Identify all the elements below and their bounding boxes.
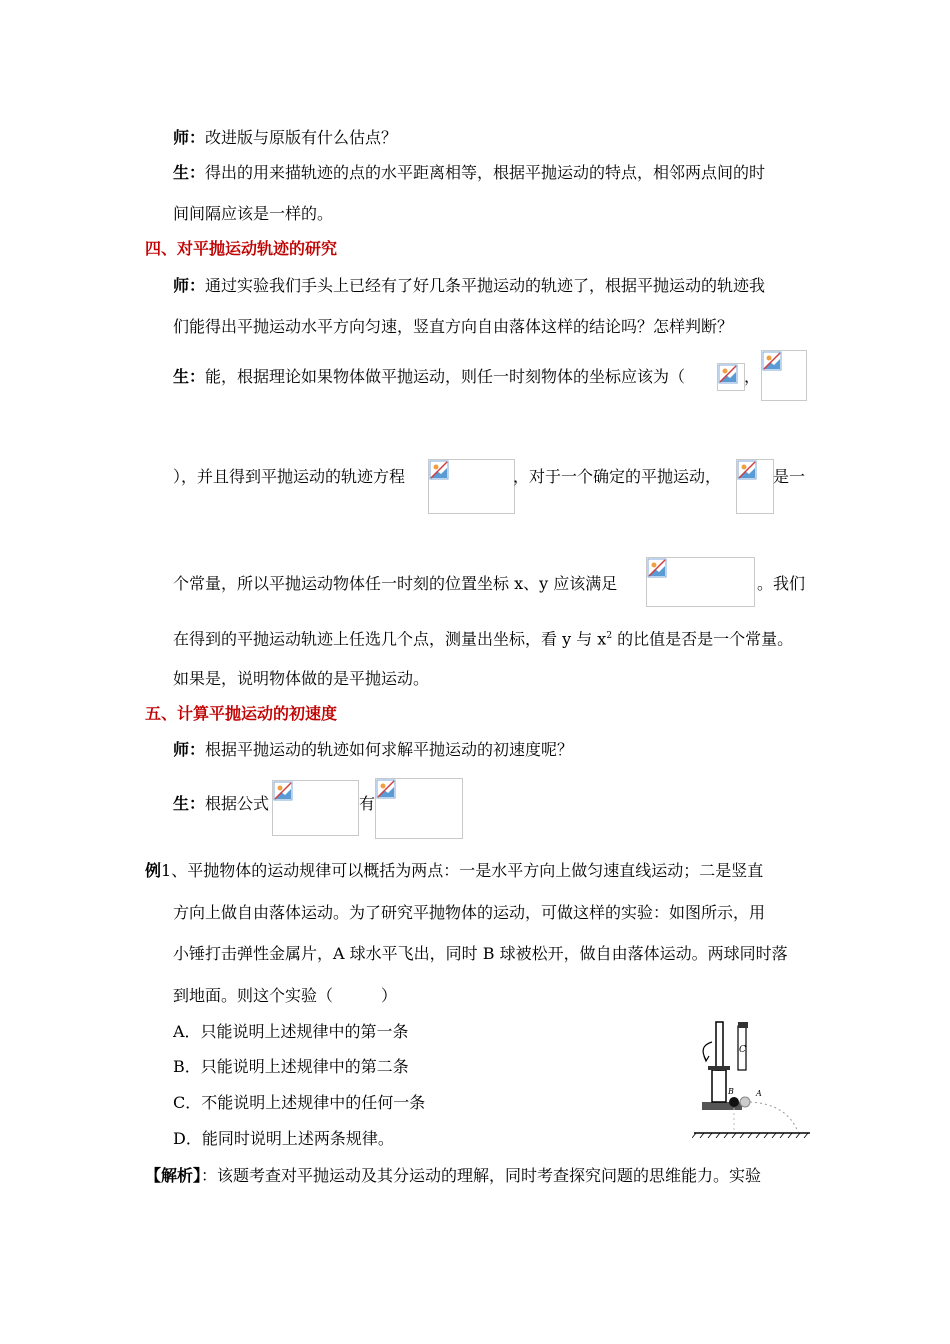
line-text: 方向上做自由落体运动。为了研究平抛物体的运动，可做这样的实验：如图所示，用 — [173, 903, 766, 922]
formula-image-placeholder — [761, 350, 807, 401]
broken-image-icon — [376, 779, 396, 799]
dialogue-line — [173, 162, 765, 184]
broken-image-icon — [273, 781, 293, 801]
line-text: 个常量，所以平抛运动物体任一时刻的位置坐标 x、y 应该满足 — [173, 574, 618, 593]
line-text: 能，根据理论如果物体做平抛运动，则任一时刻物体的坐标应该为（ — [205, 367, 686, 386]
option-b: B．只能说明上述规律中的第二条 — [173, 1057, 409, 1076]
broken-image-icon — [737, 460, 757, 480]
section-heading: 五、计算平抛运动的初速度 — [145, 704, 338, 723]
speaker-label: 师： — [173, 740, 206, 759]
section-heading: 四、对平抛运动轨迹的研究 — [145, 239, 338, 258]
label-b: B — [728, 1087, 734, 1096]
superscript: 2 — [606, 631, 613, 641]
speaker-label: 生： — [173, 794, 206, 813]
speaker-label: 生： — [173, 163, 206, 182]
line-text — [173, 625, 793, 650]
line-text: 得出的用来描轨迹的点的水平距离相等，根据平抛运动的特点，相邻两点间的时 — [205, 163, 766, 182]
line-text-part: 在得到的平抛运动轨迹上任选几个点，测量出坐标，看 y 与 x — [173, 629, 607, 649]
formula-image-placeholder — [717, 363, 745, 391]
speaker-label: 生： — [173, 367, 206, 386]
option-c: C．不能说明上述规律中的任何一条 — [173, 1093, 426, 1112]
example-line — [145, 860, 763, 882]
formula-image-placeholder — [428, 459, 515, 514]
dialogue-line — [173, 275, 765, 297]
broken-image-icon — [647, 558, 667, 578]
speaker-label: 师： — [173, 128, 206, 147]
broken-image-icon — [718, 364, 738, 384]
experiment-figure — [692, 1020, 812, 1140]
dialogue-line — [173, 366, 685, 388]
line-text: ，对于一个确定的平抛运动， — [513, 467, 722, 486]
line-text: 小锤打击弹性金属片，A 球水平飞出，同时 B 球被松开，做自由落体运动。两球同时落 — [173, 944, 788, 963]
formula-image-placeholder — [646, 557, 755, 607]
label-a: A — [756, 1089, 762, 1098]
broken-image-icon — [762, 351, 782, 371]
line-text-part: 的比值是否是一个常量。 — [612, 629, 794, 649]
line-text: 。我们 — [757, 574, 806, 593]
formula-image-placeholder — [736, 459, 774, 514]
option-a: A．只能说明上述规律中的第一条 — [173, 1022, 409, 1041]
line-text: 根据公式 — [205, 794, 270, 813]
line-text: 有 — [359, 794, 376, 813]
line-text: 们能得出平抛运动水平方向匀速，竖直方向自由落体这样的结论吗？怎样判断？ — [173, 317, 734, 336]
speaker-label: 师： — [173, 276, 206, 295]
line-text: 通过实验我们手头上已经有了好几条平抛运动的轨迹了，根据平抛运动的轨迹我 — [205, 276, 766, 295]
line-text: ， — [744, 367, 761, 386]
line-text: 间间隔应该是一样的。 — [173, 204, 334, 223]
analysis-line — [145, 1165, 761, 1187]
dialogue-line — [173, 127, 397, 149]
line-text: 改进版与原版有什么估点？ — [205, 128, 398, 147]
line-text: ：该题考查对平抛运动及其分运动的理解，同时考查探究问题的思维能力。实验 — [201, 1166, 762, 1185]
line-text: 根据平抛运动的轨迹如何求解平抛运动的初速度呢？ — [205, 740, 574, 759]
option-d: D．能同时说明上述两条规律。 — [173, 1129, 394, 1148]
dialogue-line — [173, 739, 573, 761]
line-text: 1、平抛物体的运动规律可以概括为两点：一是水平方向上做匀速直线运动；二是竖直 — [161, 861, 764, 880]
label-c: C — [739, 1045, 746, 1055]
line-text: 是一 — [773, 467, 806, 486]
broken-image-icon — [429, 460, 449, 480]
dialogue-line — [173, 793, 269, 815]
formula-image-placeholder — [375, 778, 463, 839]
apparatus-diagram — [692, 1020, 812, 1140]
line-text: 到地面。则这个实验（ ） — [173, 986, 398, 1005]
example-label: 例 — [145, 861, 162, 880]
line-text: ），并且得到平抛运动的轨迹方程 — [173, 467, 406, 486]
line-text: 如果是，说明物体做的是平抛运动。 — [173, 669, 430, 688]
analysis-label: 【解析】 — [145, 1166, 202, 1185]
formula-image-placeholder — [272, 780, 359, 836]
